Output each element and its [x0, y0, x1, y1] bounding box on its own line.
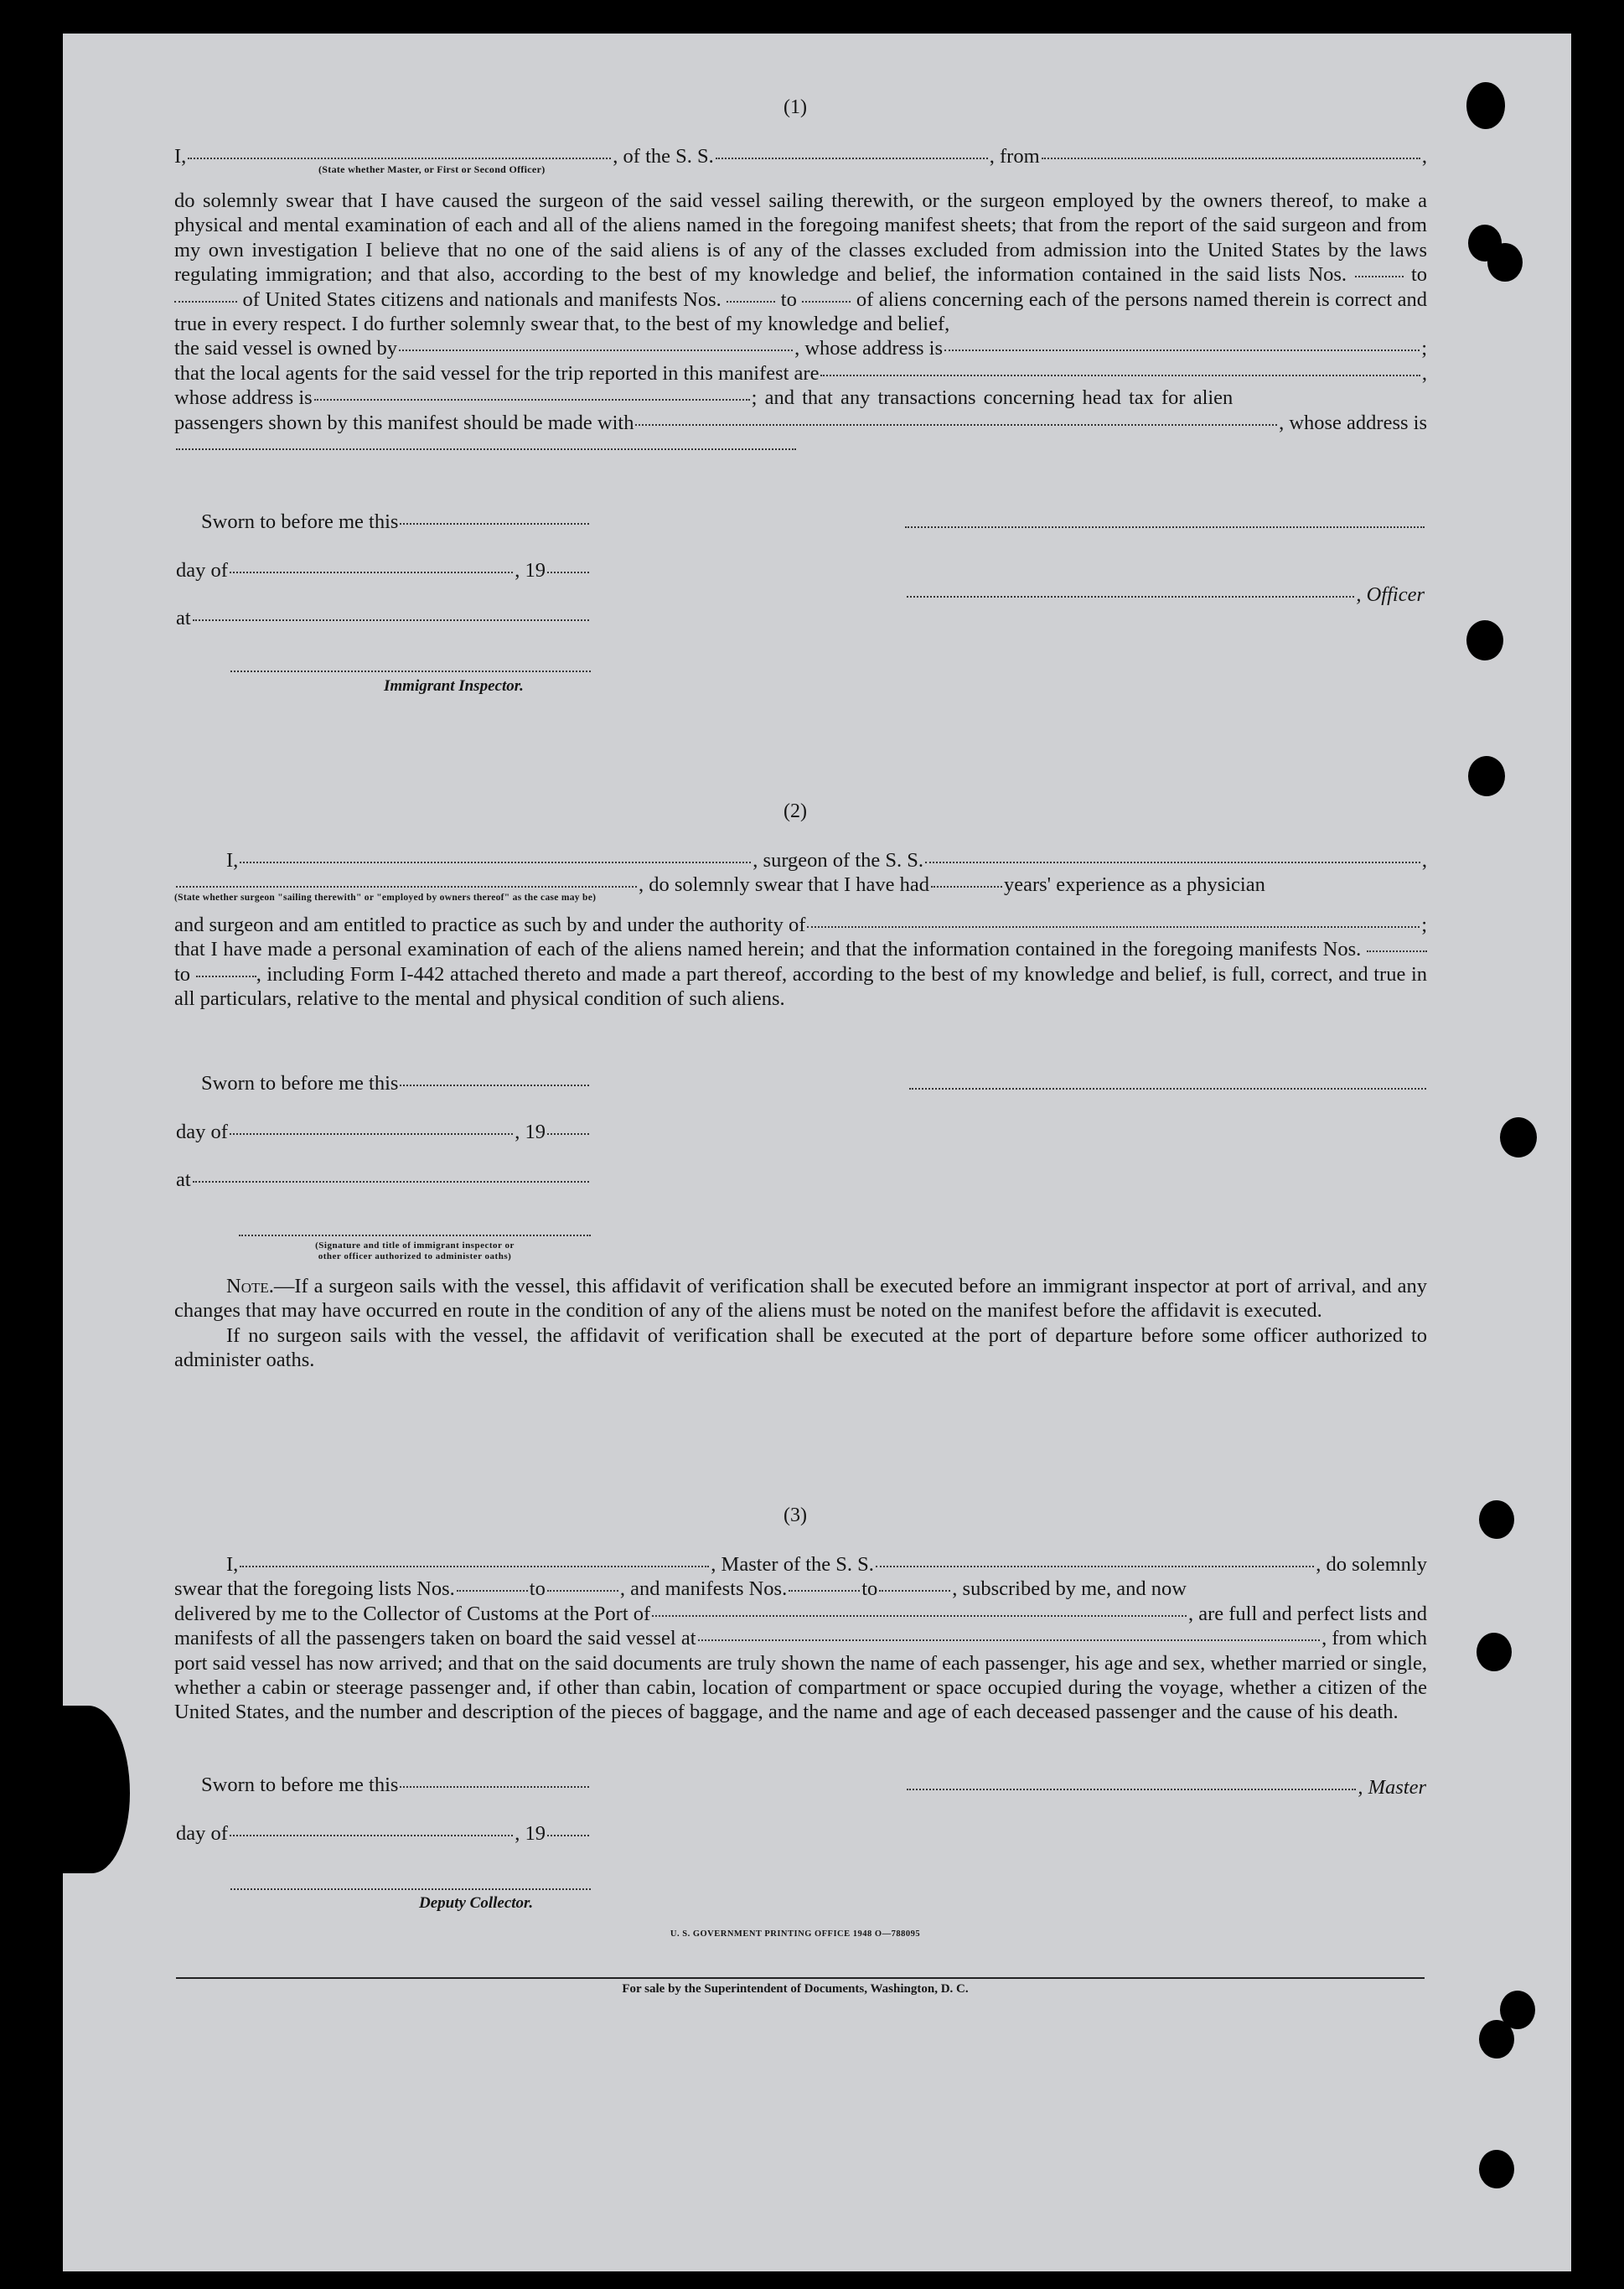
punch-hole-11 — [1479, 2150, 1514, 2188]
s2-month-field[interactable] — [230, 1133, 513, 1135]
section-3: I, , Master of the S. S. , do solemnly swear that the foregoing lists Nos. to , and manifests Nos. to , subscribed by me, and now delivered by me to the Collector of Customs at the Port of , are full and perfect lists and manifests of all the passengers taken on board the said vessel at , from which port said vessel has now arrived; and that on the said documents are truly shown the name of each passenger, his age and sex, whether married or single, whether a cabin or steerage passenger and, if other than cabin, location of compartment or space occupied during the voyage, whether a citizen of the United States, and the number and description of the pieces of baggage, and the name and age of each deceased passenger and the cause of his death. — [174, 1553, 1427, 1724]
s1-caption: (State whether Master, or First or Second Officer) — [318, 163, 546, 176]
s2-body-b: , including Form I-442 attached thereto and made a part thereof, according to the best of my knowledge and belief, is full, correct, and true in all particulars, relative to the mental and physical condition of such aliens. — [174, 962, 1428, 1011]
punch-hole-6 — [1500, 1117, 1537, 1157]
s2-caption: (State whether surgeon "sailing therewith" or "employed by owners thereof" as the case may be) — [174, 892, 597, 903]
surgeon-name-field[interactable] — [240, 862, 751, 863]
s1-at-line: at — [176, 606, 591, 630]
s1-body-c: of aliens concerning each of the persons named therein is correct and true in every respect. I do further solemnly swear that, to the best of my knowledge and belief, — [174, 287, 1428, 336]
s3-master-line: , Master — [905, 1775, 1426, 1800]
s1-body-b: of United States citizens and nationals and manifests Nos. — [242, 287, 721, 311]
lists-to-field[interactable] — [174, 301, 237, 303]
from-port-field[interactable] — [1042, 158, 1420, 159]
manifests-from-field[interactable] — [727, 301, 775, 303]
s2-sworn-line: Sworn to before me this — [201, 1071, 591, 1095]
agents-address-field[interactable] — [314, 399, 750, 401]
s2-place-field[interactable] — [193, 1181, 589, 1183]
section-2: I, , surgeon of the S. S. , , do solemnly swear that I have had years' experience as a physician (State whether surgeon "sailing therewith" or "employed by owners thereof" as the case may be) and surgeon and am entitled to practice as such by and under the authority of ; that I have made a personal examination of each of the aliens named herein; and that the information contained in the foregoing manifests Nos. to , including Form I-442 attached thereto and made a part thereof, according to the best of my knowledge and belief, is full, correct, and true in all particulars, relative to the mental and physical condition of such aliens. — [174, 849, 1428, 1011]
authority-field[interactable] — [807, 926, 1420, 928]
years-experience-field[interactable] — [931, 886, 1002, 888]
s1-officer-line: , Officer — [905, 583, 1425, 607]
s1-body-a: do solemnly swear that I have caused the surgeon of the said vessel sailing therewith, or the surgeon employed by the owners thereof, to make a physical and mental examination of each and all of the aliens named in the foregoing manifest sheets; that from the report of the said surgeon and from my own investigation I believe that no one of the said aliens is of any of the classes excluded from admission into the United States by the laws regulating immigration; and that also, according to the best of my knowledge and belief, the information contained in the said lists Nos. — [174, 189, 1427, 287]
s2-surgeon-signature-line[interactable] — [909, 1088, 1426, 1090]
s2-ship-name-field[interactable] — [925, 862, 1420, 863]
s1-inspector-label: Immigrant Inspector. — [384, 677, 524, 695]
head-tax-address-field[interactable] — [176, 448, 796, 450]
s2-sig-caption: (Signature and title of immigrant inspector or other officer authorized to administer oaths) — [315, 1240, 515, 1261]
surgeon-status-field[interactable] — [176, 886, 637, 888]
s3-boarding-port-field[interactable] — [698, 1639, 1321, 1641]
ship-name-field[interactable] — [716, 158, 988, 159]
punch-hole-3 — [1487, 243, 1523, 282]
punch-hole-8 — [1477, 1633, 1512, 1671]
s1-sworn-date-field[interactable] — [400, 523, 589, 525]
s1-year-field[interactable] — [547, 572, 589, 573]
s3-day-line: day of , 19 — [176, 1821, 591, 1846]
s3-deputy-label: Deputy Collector. — [419, 1894, 534, 1912]
s3-master-name-field[interactable] — [240, 1566, 709, 1567]
s3-port-field[interactable] — [652, 1615, 1187, 1617]
section-3-number: (3) — [784, 1504, 807, 1526]
s1-place-field[interactable] — [193, 619, 589, 621]
owner-address-field[interactable] — [944, 350, 1420, 351]
s1-month-field[interactable] — [230, 572, 513, 573]
head-tax-party-field[interactable] — [635, 424, 1277, 426]
sale-notice: For sale by the Superintendent of Documents, Washington, D. C. — [622, 1982, 969, 1996]
punch-hole-5 — [1468, 756, 1505, 796]
section-1 — [174, 144, 1427, 176]
s3-manifests-from-field[interactable] — [789, 1590, 860, 1592]
s2-day-line: day of , 19 — [176, 1120, 591, 1144]
s2-manifests-to-field[interactable] — [196, 976, 256, 977]
s1-officer-signature-field[interactable] — [907, 596, 1354, 598]
section-2-number: (2) — [784, 800, 807, 822]
master-name-field[interactable] — [188, 158, 611, 159]
s3-lists-from-field[interactable] — [457, 1590, 528, 1592]
section-1-body: do solemnly swear that I have caused the surgeon of the said vessel sailing therewith, or the surgeon employed by the owners thereof, to make a physical and mental examination of each and all of the aliens named in the foregoing manifest sheets; that from the report of the said surgeon and from my own investigation I believe that no one of the said aliens is of any of the classes excluded from admission into the United States by the laws regulating immigration; and that also, according to the best of my knowledge and belief, the information contained in the said lists Nos. to of United States citizens and nationals and manifests Nos. to of aliens concerning each of the persons named therein is correct and true in every respect. I do further solemnly swear that, to the best of my knowledge and belief, the said vessel is owned by , whose address is ; that the local agents for the said vessel for the trip reported in this manifest are , whose address is ; and that any transactions concerning head tax for alien passengers shown by this manifest should be made with , whose address is — [174, 189, 1427, 453]
s3-month-field[interactable] — [230, 1835, 513, 1836]
footer-rule — [176, 1977, 1425, 1979]
s3-manifests-to-field[interactable] — [879, 1590, 950, 1592]
agents-field[interactable] — [820, 375, 1420, 376]
s3-sworn-line: Sworn to before me this — [201, 1773, 591, 1797]
s2-body-a: that I have made a personal examination of each of the aliens named herein; and that the information contained in the foregoing manifests Nos. — [174, 938, 1362, 961]
s1-officer-signature-line-1[interactable] — [905, 526, 1425, 528]
gpo-imprint: U. S. GOVERNMENT PRINTING OFFICE 1948 O—788095 — [670, 1929, 921, 1939]
s3-lists-to-field[interactable] — [547, 1590, 618, 1592]
s1-day-line: day of , 19 — [176, 558, 591, 583]
s3-sworn-date-field[interactable] — [400, 1786, 589, 1788]
s2-inspector-signature-line[interactable] — [239, 1235, 591, 1236]
s2-year-field[interactable] — [547, 1133, 589, 1135]
punch-hole-10 — [1479, 2020, 1514, 2059]
manifests-to-field[interactable] — [802, 301, 851, 303]
s3-master-signature-field[interactable] — [907, 1789, 1356, 1790]
s1-sworn-line: Sworn to before me this — [201, 510, 591, 534]
s3-year-field[interactable] — [547, 1835, 589, 1836]
s3-ship-name-field[interactable] — [876, 1566, 1314, 1567]
owner-field[interactable] — [399, 350, 793, 351]
s2-manifests-from-field[interactable] — [1367, 950, 1427, 952]
s2-sworn-date-field[interactable] — [400, 1085, 589, 1086]
punch-hole-4 — [1466, 620, 1503, 660]
s1-line-1: I, , of the S. S. , from , — [174, 145, 1427, 168]
s3-deputy-signature-line[interactable] — [230, 1888, 591, 1890]
section-1-number: (1) — [784, 96, 807, 118]
s1-inspector-signature-line[interactable] — [230, 671, 591, 672]
s2-note: Note.—If a surgeon sails with the vessel, this affidavit of verification shall be executed before an immigrant inspector at port of arrival, and any changes that may have occurred en route in the condition of any of the aliens must be noted on the manifest before the affidavit is executed. If no surgeon sails with the vessel, the affidavit of verification shall be executed at the port of departure before some officer authorized to administer oaths. — [174, 1275, 1427, 1372]
lists-from-field[interactable] — [1355, 276, 1404, 277]
s2-at-line: at — [176, 1168, 591, 1192]
s3-body: port said vessel has now arrived; and that on the said documents are truly shown the name of each passenger, his age and sex, whether married or single, whether a cabin or steerage passenger and, if other than cabin, location of compartment or space occupied during the voyage, whether a citizen of the United States, and the number and description of the pieces of baggage, and the name and age of each deceased passenger and the cause of his death. — [174, 1651, 1427, 1724]
